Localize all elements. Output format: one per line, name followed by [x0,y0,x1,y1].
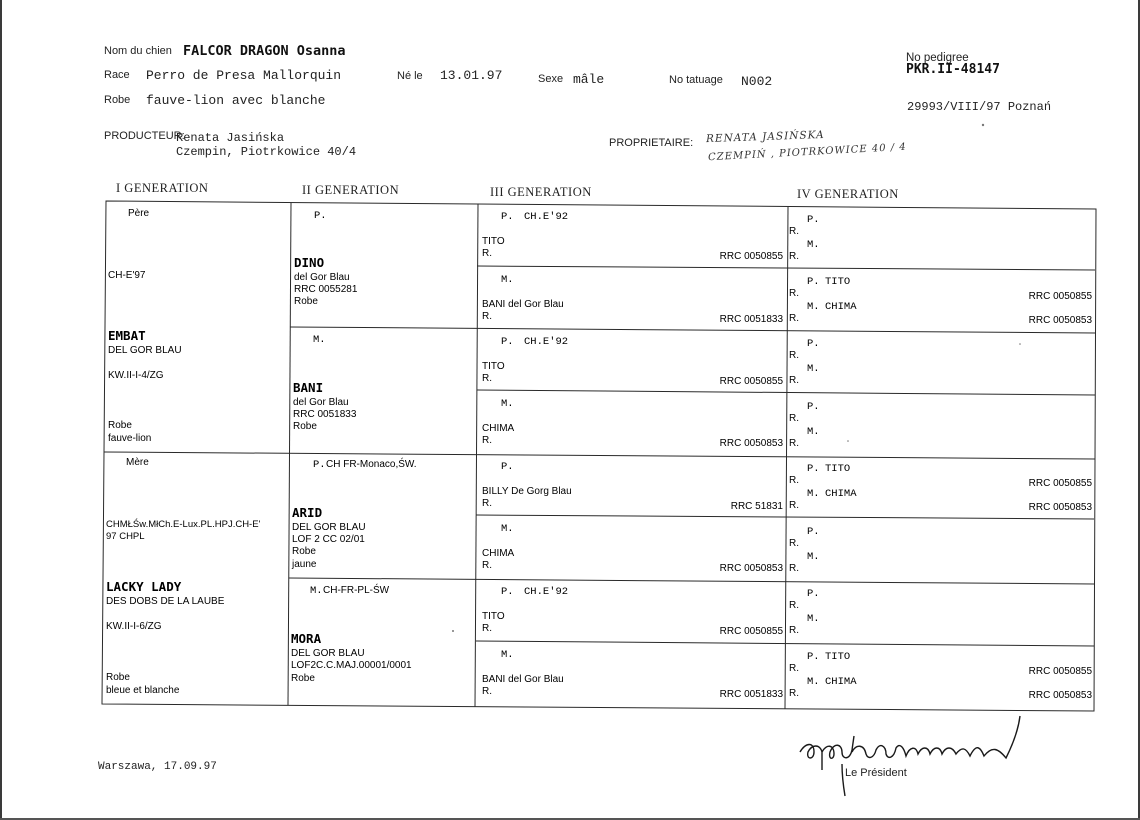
gen3-r-label: R. [482,498,492,509]
gen1-mother-kennel: DES DOBS DE LA LAUBE [106,596,225,607]
gen4-p-label: P. [807,463,820,475]
gen4-cell [789,338,820,386]
gen4-cell [789,588,820,636]
gen1-father-role: Père [128,208,150,219]
gen4-r2-label: R. [789,313,799,324]
gen3-role: M. [501,523,514,535]
gen4-m-name: CHIMA [825,301,857,313]
gen4-cell [789,463,1092,513]
gen4-r1-label: R. [789,226,799,237]
gen4-p-label: P. [807,526,820,538]
gen2-4-kennel: DEL GOR BLAU [291,648,365,659]
gen3-r-label: R. [482,373,492,384]
gen3-title: CH.E'92 [524,211,569,223]
gen3-role: P. [501,586,514,598]
gen4-m-name: CHIMA [825,488,857,500]
gen3-cell [482,586,783,637]
gen1-father-kennel: DEL GOR BLAU [108,345,182,356]
pedigree-number: PKR.II-48147 [906,62,1000,77]
gen4-r2-label: R. [789,563,799,574]
gen3-reg: RRC 0050855 [719,251,783,262]
president-label: Le Président [845,767,907,779]
gen4-reg2: RRC 0050853 [1028,690,1092,701]
gen2-4-role: M. [310,585,323,597]
speck [847,440,849,442]
race-value: Perro de Presa Mallorquin [146,68,342,83]
gen1-mother-cell [106,457,261,696]
gen4-m-label: M. [807,676,820,688]
gen-heading-3: III GENERATION [490,185,592,199]
gen4-p-label: P. [807,214,820,226]
gen2-cell-1 [294,210,358,307]
gen4-p-label: P. [807,338,820,350]
gen2-4-reg: LOF2C.C.MAJ.00001/0001 [291,660,412,671]
gen2-1-reg: RRC 0055281 [294,284,358,295]
gen1-mother-name: LACKY LADY [106,579,182,594]
sex-label: Sexe [538,73,564,85]
gen3-reg: RRC 0050855 [719,376,783,387]
gen4-p-name: TITO [825,463,851,475]
gen2-3-robe: jaune [292,559,317,570]
gen2-cell-2 [293,334,357,432]
row-divider-q3 [289,578,1094,584]
owner-label: PROPRIETAIRE: [609,137,694,149]
sex-value: mâle [573,72,605,87]
dog-name-label: Nom du chien [104,45,172,57]
gen3-cell [482,523,783,574]
tattoo-value: N002 [741,74,773,89]
gen3-reg: RRC 0050855 [719,626,783,637]
gen4-p-name: TITO [825,276,851,288]
gen4-reg2: RRC 0050853 [1028,315,1092,326]
pedigree-label: No pedigree [906,52,969,64]
gen3-name: BILLY De Gorg Blau [482,486,572,497]
gen4-reg1: RRC 0050855 [1028,666,1092,677]
gen-heading-4: IV GENERATION [797,187,899,201]
gen1-mother-role: Mère [126,457,149,468]
gen3-name: BANI del Gor Blau [482,674,564,685]
gen3-r-label: R. [482,560,492,571]
gen2-2-name: BANI [293,380,324,395]
gen1-mother-reg: KW.II-I-6/ZG [106,621,162,632]
signature-stroke [800,716,1020,770]
gen2-2-robe-label: Robe [293,421,317,432]
gen4-cell [789,401,820,449]
gen3-role: P. [501,336,514,348]
gen4-p-name: TITO [825,651,851,663]
gen4-m-label: M. [807,613,820,625]
col-divider-2 [475,204,478,707]
born-value: 13.01.97 [440,68,503,83]
gen2-4-title: CH-FR-PL-ŚW [323,585,390,596]
gen4-r2-label: R. [789,500,799,511]
gen3-title: CH.E'92 [524,586,569,598]
producer-address: Czempin, Piotrkowice 40/4 [176,145,357,159]
gen2-4-name: MORA [291,631,322,646]
gen4-m-label: M. [807,426,820,438]
col-divider-1 [288,203,291,705]
gen4-r2-label: R. [789,625,799,636]
gen2-1-role: P. [314,210,327,222]
gen4-p-label: P. [807,276,820,288]
gen3-cell [482,274,783,325]
dog-name: FALCOR DRAGON Osanna [183,43,346,59]
gen1-mother-title-2: 97 CHPL [106,531,145,542]
gen3-role: M. [501,649,514,661]
gen1-father-name: EMBAT [108,328,146,343]
gen2-4-robe-label: Robe [291,673,315,684]
registration-number: 29993/VIII/97 Poznań [907,100,1052,114]
gen3-cell [482,461,783,512]
gen4-r1-label: R. [789,663,799,674]
gen1-father-cell [108,208,182,444]
gen4-reg1: RRC 0050855 [1028,291,1092,302]
gen3-cell [482,211,783,262]
gen3-role: M. [501,398,514,410]
gen2-2-reg: RRC 0051833 [293,409,357,420]
gen2-1-robe-label: Robe [294,296,318,307]
gen4-r1-label: R. [789,288,799,299]
gen3-reg: RRC 0050853 [719,563,783,574]
gen1-mother-robe: bleue et blanche [106,685,180,696]
gen3-name: CHIMA [482,548,515,559]
gen3-reg: RRC 0051833 [719,689,783,700]
row-divider-e3 [477,390,1095,395]
gen2-cell-3 [291,457,417,570]
gen4-r2-label: R. [789,438,799,449]
gen3-name: CHIMA [482,423,515,434]
owner-name-handwritten: RENATA JASIŃSKA [705,128,825,146]
gen4-r1-label: R. [789,350,799,361]
gen4-r2-label: R. [789,688,799,699]
row-divider-half [104,452,1095,459]
gen3-reg: RRC 51831 [730,501,783,512]
row-divider-e1 [477,266,1095,270]
gen4-m-label: M. [807,239,820,251]
gen4-reg1: RRC 0050855 [1028,478,1092,489]
gen4-r1-label: R. [789,600,799,611]
gen4-reg2: RRC 0050853 [1028,502,1092,513]
gen4-r1-label: R. [789,538,799,549]
gen3-name: BANI del Gor Blau [482,299,564,310]
owner-address-handwritten: CZEMPIŃ , PIOTRKOWICE 40 / 4 [707,141,907,164]
gen3-r-label: R. [482,248,492,259]
gen3-reg: RRC 0050853 [719,438,783,449]
gen2-2-role: M. [313,334,326,346]
gen2-3-role: P. [313,459,326,471]
gen2-cell-4 [291,583,412,684]
producer-label: PRODUCTEUR: [104,130,185,142]
gen4-r2-label: R. [789,251,799,262]
place-date: Warszawa, 17.09.97 [98,761,217,773]
gen3-r-label: R. [482,435,492,446]
gen3-name: TITO [482,361,505,372]
gen1-father-robe: fauve-lion [108,433,152,444]
speck [1019,343,1021,345]
robe-value: fauve-lion avec blanche [146,93,326,108]
row-divider-e5 [476,515,1094,519]
gen3-cell [482,398,783,449]
gen1-mother-title-1: CHMŁŚw.MłCh.E-Lux.PL.HPJ.CH-E' [106,519,261,530]
producer-name: Renata Jasińska [176,131,285,145]
gen3-name: TITO [482,236,505,247]
gen4-p-label: P. [807,651,820,663]
speck [982,124,984,126]
gen1-father-title: CH-E'97 [108,270,146,281]
pedigree-grid-lines [102,201,1096,711]
robe-label: Robe [104,94,131,106]
gen2-3-robe-label: Robe [292,546,316,557]
gen3-reg: RRC 0051833 [719,314,783,325]
gen-heading-1: I GENERATION [116,181,209,195]
gen4-r1-label: R. [789,475,799,486]
gen3-role: P. [501,461,514,473]
gen3-r-label: R. [482,311,492,322]
gen3-name: TITO [482,611,505,622]
gen2-1-kennel: del Gor Blau [294,272,350,283]
gen4-cell [789,276,1092,326]
race-label: Race [104,69,130,81]
gen3-title: CH.E'92 [524,336,569,348]
row-divider-q1 [290,327,1095,333]
gen2-2-kennel: del Gor Blau [293,397,349,408]
gen4-r1-label: R. [789,413,799,424]
gen4-m-label: M. [807,301,820,313]
gen4-p-label: P. [807,401,820,413]
gen3-role: P. [501,211,514,223]
gen2-1-name: DINO [294,255,325,270]
gen3-role: M. [501,274,514,286]
gen3-cell [482,649,783,700]
pedigree-frame [102,201,1096,711]
gen3-r-label: R. [482,686,492,697]
tattoo-label: No tatuage [669,74,723,86]
gen2-3-reg: LOF 2 CC 02/01 [292,534,365,545]
gen2-3-title: CH FR-Monaco,ŚW. [326,459,417,470]
gen4-cell [789,651,1092,701]
gen1-mother-robe-label: Robe [106,672,130,683]
gen2-3-kennel: DEL GOR BLAU [292,522,366,533]
gen4-m-label: M. [807,551,820,563]
born-label: Né le [397,70,423,82]
gen1-father-reg: KW.II-I-4/ZG [108,370,164,381]
gen4-m-name: CHIMA [825,676,857,688]
president-signature [800,716,1020,796]
gen4-r2-label: R. [789,375,799,386]
gen3-cell [482,336,783,387]
col-divider-3 [785,207,788,709]
gen4-p-label: P. [807,588,820,600]
gen2-3-name: ARID [292,505,323,520]
speck [452,630,454,632]
gen-heading-2: II GENERATION [302,183,400,197]
gen4-cell [789,214,820,262]
gen4-cell [789,526,820,574]
gen4-m-label: M. [807,488,820,500]
gen1-father-robe-label: Robe [108,420,132,431]
gen4-m-label: M. [807,363,820,375]
gen3-r-label: R. [482,623,492,634]
